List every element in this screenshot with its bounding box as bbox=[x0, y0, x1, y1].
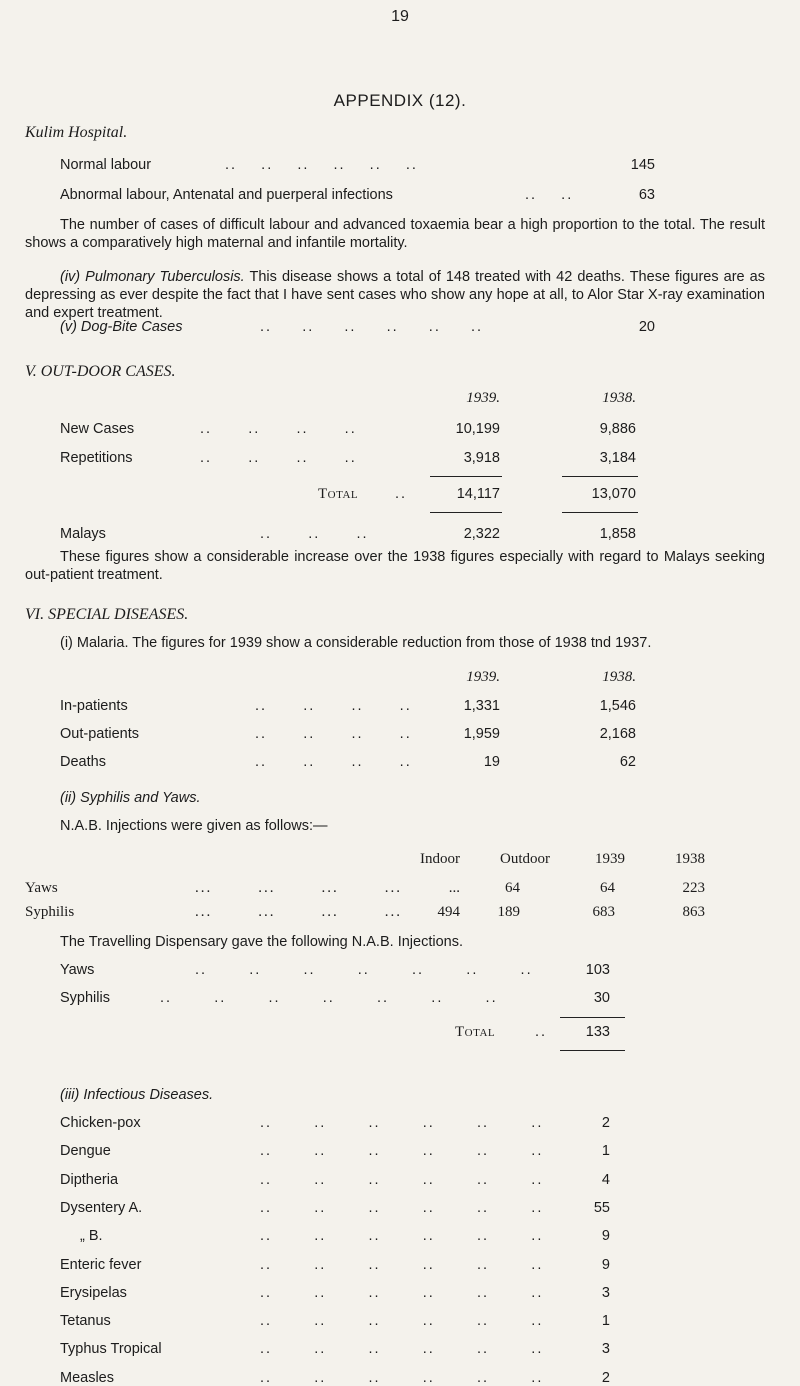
outpatients-label: Out-patients bbox=[60, 726, 139, 742]
infectious-disease-label: Dengue bbox=[60, 1143, 111, 1159]
deaths-label: Deaths bbox=[60, 754, 106, 770]
infectious-disease-value: 4 bbox=[601, 1172, 610, 1188]
inpatients-1939: 1,331 bbox=[463, 698, 500, 714]
leader-dots: .. .. .. .. bbox=[255, 726, 412, 742]
hospital-name: Kulim Hospital. bbox=[25, 124, 128, 141]
leader-dots: .. bbox=[535, 1024, 548, 1040]
dog-bite-label: (v) Dog-Bite Cases bbox=[60, 319, 183, 335]
travelling-intro: The Travelling Dispensary gave the following N.A.B. Injections. bbox=[60, 934, 463, 950]
leader-dots: .. .. .. .. .. .. bbox=[260, 319, 484, 335]
rule-line bbox=[562, 476, 638, 477]
leader-dots: .. .. .. .. .. .. bbox=[260, 1115, 544, 1131]
inpatients-label: In-patients bbox=[60, 698, 128, 714]
nab-col-indoor: Indoor bbox=[420, 851, 460, 867]
rule-line bbox=[560, 1050, 625, 1051]
leader-dots: .. .. .. .. .. .. .. bbox=[160, 990, 498, 1006]
nab-yaws-1938: 223 bbox=[682, 880, 705, 896]
leader-dots: .. .. .. .. .. .. bbox=[260, 1341, 544, 1357]
travelling-total-label: Total bbox=[455, 1024, 496, 1040]
new-cases-label: New Cases bbox=[60, 421, 135, 437]
repetitions-label: Repetitions bbox=[60, 450, 133, 466]
normal-labour-label: Normal labour bbox=[60, 157, 152, 173]
malaria-col-1939: 1939. bbox=[466, 669, 500, 685]
nab-col-outdoor: Outdoor bbox=[500, 851, 550, 867]
leader-dots: .. .. bbox=[525, 187, 574, 203]
malays-label: Malays bbox=[60, 526, 106, 542]
infectious-disease-label: Dysentery A. bbox=[60, 1200, 143, 1216]
leader-dots: .. .. .. .. .. .. bbox=[260, 1172, 544, 1188]
outpatients-1938: 2,168 bbox=[599, 726, 636, 742]
tb-text: This disease shows a total of 148 treated with 42 deaths. These figures are as depressing as ever despite the fact that I have sent cases who show any hope at all, to Alor Star X-ray examination and expert treatment. bbox=[25, 269, 765, 321]
special-heading: VI. SPECIAL DISEASES. bbox=[25, 606, 189, 623]
leader-dots: .. .. .. .. bbox=[255, 754, 412, 770]
outdoor-col-1939: 1939. bbox=[466, 390, 500, 406]
infectious-disease-label: „ B. bbox=[80, 1228, 103, 1244]
leader-dots: .. .. .. .. .. .. bbox=[260, 1143, 544, 1159]
new-cases-1938: 9,886 bbox=[599, 421, 636, 437]
difficult-labour-paragraph: The number of cases of difficult labour and advanced toxaemia bear a high proportion to the total. The result shows a comparatively high maternal and infantile mortality. bbox=[25, 217, 765, 251]
nab-syphilis-1938: 863 bbox=[682, 904, 705, 920]
nab-syphilis-outdoor: 189 bbox=[497, 904, 520, 920]
outdoor-col-1938: 1938. bbox=[602, 390, 636, 406]
normal-labour-value: 145 bbox=[630, 157, 655, 173]
inpatients-1938: 1,546 bbox=[599, 698, 636, 714]
malays-1938: 1,858 bbox=[599, 526, 636, 542]
new-cases-1939: 10,199 bbox=[455, 421, 500, 437]
travelling-total-value: 133 bbox=[585, 1024, 610, 1040]
outdoor-total-1938: 13,070 bbox=[591, 486, 636, 502]
infectious-disease-value: 55 bbox=[593, 1200, 610, 1216]
travelling-yaws-label: Yaws bbox=[60, 962, 95, 978]
nab-yaws-1939: 64 bbox=[600, 880, 615, 896]
leader-dots: ... ... ... ... bbox=[195, 904, 402, 920]
nab-syphilis-1939: 683 bbox=[592, 904, 615, 920]
infectious-disease-value: 3 bbox=[601, 1341, 610, 1357]
nab-intro: N.A.B. Injections were given as follows:— bbox=[60, 818, 328, 834]
travelling-syphilis-label: Syphilis bbox=[60, 990, 110, 1006]
nab-col-1939: 1939 bbox=[595, 851, 625, 867]
leader-dots: .. .. .. .. .. .. bbox=[260, 1200, 544, 1216]
nab-yaws-indoor: ... bbox=[448, 880, 460, 896]
leader-dots: .. .. .. .. .. .. bbox=[260, 1370, 544, 1386]
infectious-heading: (iii) Infectious Diseases. bbox=[60, 1087, 214, 1103]
malaria-intro: (i) Malaria. The figures for 1939 show a considerable reduction from those of 1938 tnd 1937. bbox=[60, 635, 652, 651]
deaths-1938: 62 bbox=[619, 754, 636, 770]
infectious-disease-value: 1 bbox=[601, 1143, 610, 1159]
infectious-disease-label: Typhus Tropical bbox=[60, 1341, 162, 1357]
tb-heading: (iv) Pulmonary Tuberculosis. bbox=[60, 269, 245, 285]
leader-dots: .. .. .. .. .. .. bbox=[225, 157, 418, 173]
rule-line bbox=[430, 512, 502, 513]
outdoor-heading: V. OUT-DOOR CASES. bbox=[25, 363, 176, 380]
nab-col-1938: 1938 bbox=[675, 851, 705, 867]
abnormal-labour-label: Abnormal labour, Antenatal and puerperal infections bbox=[60, 187, 393, 203]
infectious-disease-label: Enteric fever bbox=[60, 1257, 142, 1273]
tuberculosis-paragraph bbox=[25, 268, 765, 322]
malays-1939: 2,322 bbox=[463, 526, 500, 542]
rule-line bbox=[562, 512, 638, 513]
outdoor-total-label: Total bbox=[318, 486, 359, 502]
infectious-disease-label: Diptheria bbox=[60, 1172, 119, 1188]
leader-dots: .. .. .. .. .. .. bbox=[260, 1313, 544, 1329]
infectious-disease-label: Erysipelas bbox=[60, 1285, 127, 1301]
infectious-disease-value: 3 bbox=[601, 1285, 610, 1301]
infectious-disease-value: 9 bbox=[601, 1257, 610, 1273]
nab-yaws-outdoor: 64 bbox=[505, 880, 520, 896]
syphilis-yaws-heading: (ii) Syphilis and Yaws. bbox=[60, 790, 201, 806]
infectious-disease-value: 9 bbox=[601, 1228, 610, 1244]
leader-dots: .. .. .. .. bbox=[200, 450, 357, 466]
leader-dots: .. .. .. bbox=[260, 526, 369, 542]
nab-yaws-label: Yaws bbox=[25, 880, 58, 896]
malaria-col-1938: 1938. bbox=[602, 669, 636, 685]
infectious-disease-value: 2 bbox=[601, 1370, 610, 1386]
leader-dots: .. .. .. .. .. .. bbox=[260, 1228, 544, 1244]
nab-syphilis-indoor: 494 bbox=[437, 904, 460, 920]
infectious-disease-label: Chicken-pox bbox=[60, 1115, 141, 1131]
repetitions-1938: 3,184 bbox=[599, 450, 636, 466]
abnormal-labour-value: 63 bbox=[638, 187, 655, 203]
repetitions-1939: 3,918 bbox=[463, 450, 500, 466]
leader-dots: .. bbox=[395, 486, 408, 502]
nab-syphilis-label: Syphilis bbox=[25, 904, 75, 920]
dog-bite-value: 20 bbox=[638, 319, 655, 335]
outdoor-total-1939: 14,117 bbox=[456, 486, 500, 502]
infectious-disease-value: 2 bbox=[601, 1115, 610, 1131]
infectious-disease-label: Tetanus bbox=[60, 1313, 111, 1329]
deaths-1939: 19 bbox=[483, 754, 500, 770]
travelling-yaws-value: 103 bbox=[585, 962, 610, 978]
page-number: 19 bbox=[391, 8, 409, 25]
leader-dots: .. .. .. .. bbox=[200, 421, 357, 437]
rule-line bbox=[430, 476, 502, 477]
leader-dots: .. .. .. .. .. .. bbox=[260, 1285, 544, 1301]
travelling-syphilis-value: 30 bbox=[593, 990, 610, 1006]
infectious-disease-label: Measles bbox=[60, 1370, 114, 1386]
leader-dots: .. .. .. .. .. .. bbox=[260, 1257, 544, 1273]
leader-dots: ... ... ... ... bbox=[195, 880, 402, 896]
outdoor-note: These figures show a considerable increase over the 1938 figures especially with regard to Malays seeking out-patient treatment. bbox=[25, 549, 765, 583]
leader-dots: .. .. .. .. bbox=[255, 698, 412, 714]
leader-dots: .. .. .. .. .. .. .. bbox=[195, 962, 533, 978]
outpatients-1939: 1,959 bbox=[463, 726, 500, 742]
page-title: APPENDIX (12). bbox=[333, 91, 467, 110]
rule-line bbox=[560, 1017, 625, 1018]
infectious-disease-value: 1 bbox=[601, 1313, 610, 1329]
